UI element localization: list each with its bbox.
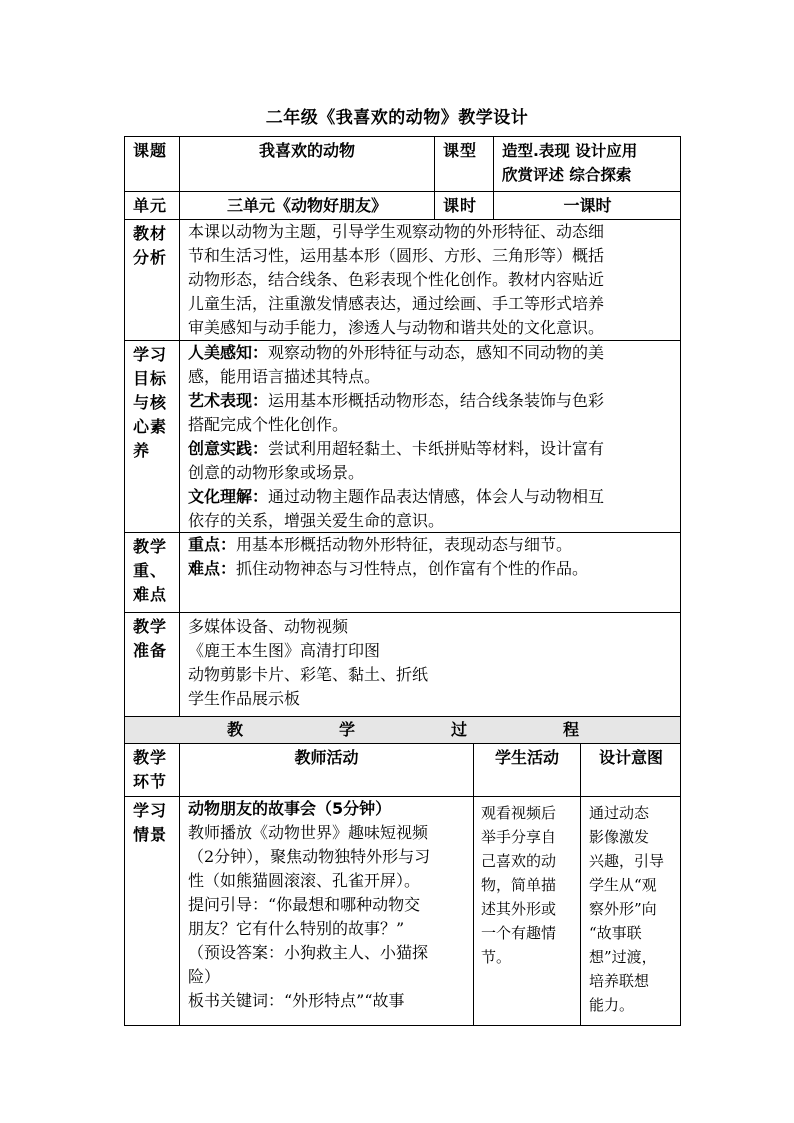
difficult-point-text: 抓住动物神态与习性特点，创作富有个性的作品。 bbox=[236, 559, 589, 578]
key-points-label bbox=[124, 532, 179, 612]
banner-char: 程 bbox=[563, 720, 580, 739]
prep-text bbox=[179, 612, 681, 716]
teacher-line: （预设答案：小狗救主人、小猫探 bbox=[188, 943, 429, 962]
goal-key: 文化理解： bbox=[188, 487, 269, 506]
goals-label-line: 与核 bbox=[133, 393, 168, 412]
goals-label-line: 养 bbox=[133, 441, 151, 460]
stage-header-line: 教学 bbox=[133, 748, 168, 767]
student-line: 一个有趣情 bbox=[481, 924, 557, 942]
key-points-label-line: 难点 bbox=[133, 585, 168, 604]
lesson-type-value bbox=[493, 136, 681, 191]
teacher-line: 险） bbox=[188, 967, 221, 986]
unit-label: 单元 bbox=[124, 191, 179, 219]
intent-line: 兴趣，引导 bbox=[589, 852, 665, 870]
intent-line: 通过动态 bbox=[589, 804, 650, 822]
goal-text: 感，能用语言描述其特点。 bbox=[188, 367, 381, 386]
material-line: 动物形态，结合线条、色彩表现个性化创作。教材内容贴近 bbox=[188, 270, 605, 289]
key-point-label: 重点： bbox=[188, 535, 237, 554]
student-line: 节。 bbox=[481, 948, 512, 966]
material-label-line: 分析 bbox=[133, 248, 168, 267]
stage1-label-line: 情景 bbox=[133, 825, 168, 844]
material-label bbox=[124, 219, 179, 340]
teacher-line: 提问引导：“你最想和哪种动物交 bbox=[188, 895, 421, 914]
goals-label bbox=[124, 340, 179, 532]
goal-text: 观察动物的外形特征与动态，感知不同动物的美 bbox=[268, 343, 605, 362]
goal-text: 尝试利用超轻黏土、卡纸拼贴等材料，设计富有 bbox=[268, 439, 605, 458]
goal-key: 艺术表现： bbox=[188, 391, 269, 410]
hours-value: 一课时 bbox=[493, 191, 681, 219]
student-activity-header: 学生活动 bbox=[473, 743, 580, 796]
lesson-type-label: 课型 bbox=[434, 136, 493, 191]
material-line: 儿童生活，注重激发情感表达，通过绘画、手工等形式培养 bbox=[188, 294, 605, 313]
teacher-line: 教师播放《动物世界》趣味短视频 bbox=[188, 823, 429, 842]
student-line: 举手分享自 bbox=[481, 828, 557, 846]
goal-key: 人美感知： bbox=[188, 343, 269, 362]
material-line: 节和生活习性，运用基本形（圆形、方形、三角形等）概括 bbox=[188, 246, 605, 265]
goal-text: 依存的关系，增强关爱生命的意识。 bbox=[188, 511, 445, 530]
goals-text bbox=[179, 340, 681, 532]
goal-text: 搭配完成个性化创作。 bbox=[188, 415, 349, 434]
goal-key: 创意实践： bbox=[188, 439, 269, 458]
goal-text: 运用基本形概括动物形态，结合线条装饰与色彩 bbox=[268, 391, 605, 410]
lesson-type-line: 造型.表现 设计应用 bbox=[502, 142, 638, 160]
intent-line: 学生从“观 bbox=[589, 876, 657, 894]
unit-value: 三单元《动物好朋友》 bbox=[179, 191, 434, 219]
intent-line: 想”过渡， bbox=[589, 948, 657, 966]
student-line: 观看视频后 bbox=[481, 804, 557, 822]
design-intent-header: 设计意图 bbox=[580, 743, 681, 796]
hours-label: 课时 bbox=[434, 191, 493, 219]
topic-value: 我喜欢的动物 bbox=[179, 136, 434, 191]
goals-label-line: 目标 bbox=[133, 369, 168, 388]
intent-line: 能力。 bbox=[589, 996, 635, 1014]
prep-label-line: 准备 bbox=[133, 641, 168, 660]
teacher-line: 性（如熊猫圆滚滚、孔雀开屏）。 bbox=[188, 871, 421, 890]
material-text bbox=[179, 219, 681, 340]
difficult-point-label: 难点： bbox=[188, 559, 237, 578]
stage1-student-activity bbox=[473, 796, 580, 1026]
prep-line: 多媒体设备、动物视频 bbox=[188, 617, 349, 636]
key-point-text: 用基本形概括动物外形特征，表现动态与细节。 bbox=[236, 535, 573, 554]
intent-line: “故事联 bbox=[589, 924, 642, 942]
goal-text: 通过动物主题作品表达情感，体会人与动物相互 bbox=[268, 487, 605, 506]
stage-header bbox=[124, 743, 179, 796]
stage1-teacher-activity bbox=[179, 796, 473, 1026]
stage1-label bbox=[124, 796, 179, 1026]
banner-char: 过 bbox=[451, 720, 468, 739]
key-points-text bbox=[179, 532, 681, 612]
process-banner bbox=[124, 716, 681, 743]
banner-char: 教 bbox=[226, 720, 243, 739]
material-line: 本课以动物为主题，引导学生观察动物的外形特征、动态细 bbox=[188, 222, 605, 241]
banner-char: 学 bbox=[338, 720, 355, 739]
prep-label-line: 教学 bbox=[133, 617, 168, 636]
teacher-line: 板书关键词：“外形特点”“故事 bbox=[188, 991, 405, 1010]
stage1-label-line: 学习 bbox=[133, 801, 168, 820]
topic-label: 课题 bbox=[124, 136, 179, 191]
lesson-type-line: 欣赏评述 综合探索 bbox=[502, 166, 632, 184]
teacher-line: （2分钟），聚焦动物独特外形与习 bbox=[188, 847, 431, 866]
stage1-teacher-title: 动物朋友的故事会（5分钟） bbox=[188, 799, 392, 818]
prep-line: 动物剪影卡片、彩笔、黏土、折纸 bbox=[188, 665, 429, 684]
student-line: 述其外形或 bbox=[481, 900, 557, 918]
prep-label bbox=[124, 612, 179, 716]
student-line: 己喜欢的动 bbox=[481, 852, 557, 870]
material-label-line: 教材 bbox=[133, 224, 168, 243]
intent-line: 察外形”向 bbox=[589, 900, 657, 918]
teacher-line: 朋友？它有什么特别的故事？” bbox=[188, 919, 405, 938]
key-points-label-line: 教学 bbox=[133, 537, 168, 556]
stage1-design-intent bbox=[580, 796, 681, 1026]
stage-header-line: 环节 bbox=[133, 772, 168, 791]
goals-label-line: 心素 bbox=[133, 417, 168, 436]
teacher-activity-header: 教师活动 bbox=[179, 743, 473, 796]
prep-line: 《鹿王本生图》高清打印图 bbox=[188, 641, 381, 660]
student-line: 物，简单描 bbox=[481, 876, 557, 894]
document-title: 二年级《我喜欢的动物》教学设计 bbox=[265, 108, 529, 128]
goal-text: 创意的动物形象或场景。 bbox=[188, 463, 365, 482]
intent-line: 影像激发 bbox=[589, 828, 650, 846]
key-points-label-line: 重、 bbox=[133, 561, 168, 580]
goals-label-line: 学习 bbox=[133, 345, 168, 364]
intent-line: 培养联想 bbox=[589, 972, 650, 990]
prep-line: 学生作品展示板 bbox=[188, 689, 301, 708]
material-line: 审美感知与动手能力，渗透人与动物和谐共处的文化意识。 bbox=[188, 318, 605, 337]
